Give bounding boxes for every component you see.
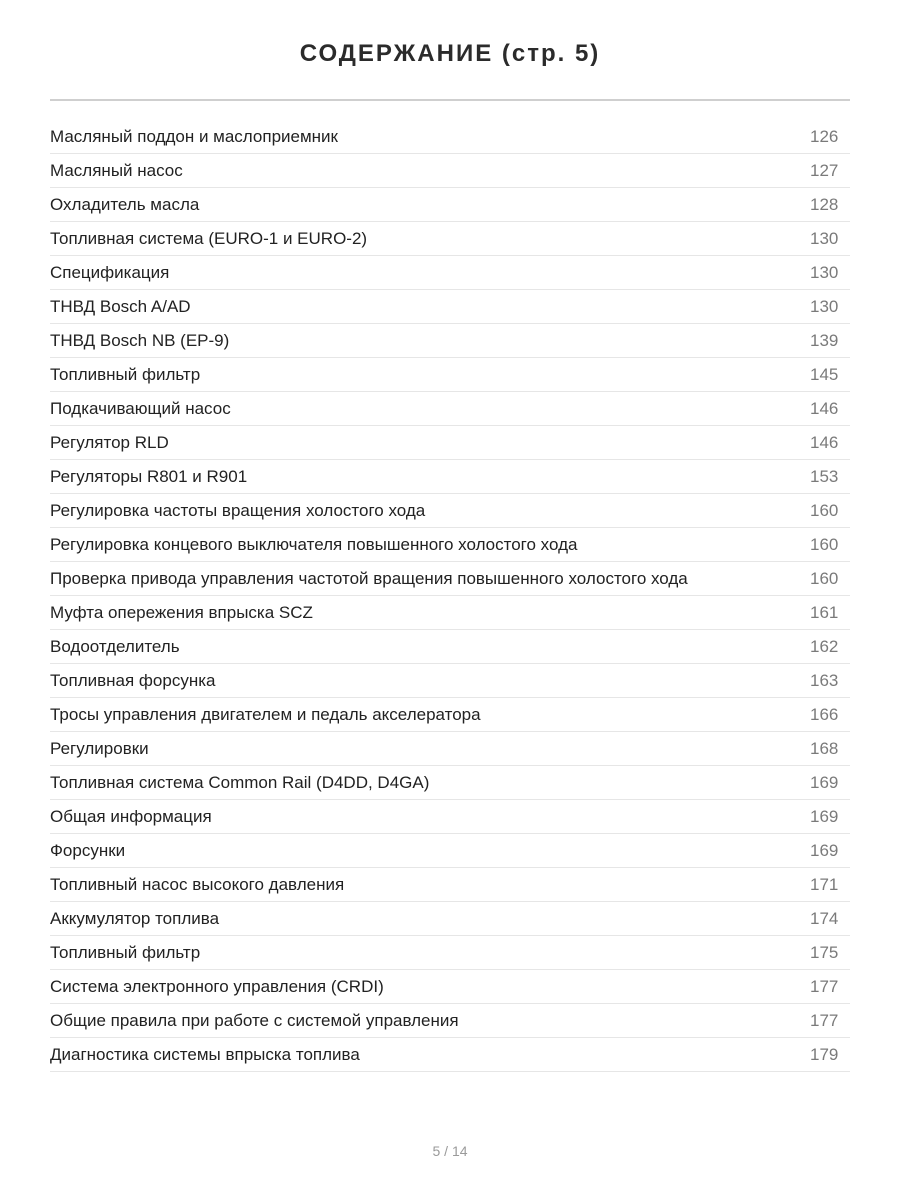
toc-entry-title: Общие правила при работе с системой управления (50, 1010, 459, 1030)
toc-entry-title: Общая информация (50, 806, 212, 826)
toc-entry-title: Топливная система Common Rail (D4DD, D4GA) (50, 772, 430, 792)
toc-entry[interactable] (50, 902, 850, 936)
toc-entry-page-number: 145 (810, 364, 839, 384)
title-divider (50, 99, 850, 101)
toc-entry[interactable] (50, 358, 850, 392)
toc-entry[interactable] (50, 528, 850, 562)
toc-entry-title: Муфта опережения впрыска SCZ (50, 602, 313, 622)
toc-entry-page-number: 126 (810, 126, 839, 146)
toc-entry-title: Топливный фильтр (50, 364, 201, 384)
toc-entry-page-number: 177 (810, 976, 839, 996)
toc-entry-page-number: 130 (810, 296, 839, 316)
toc-list (50, 120, 850, 1072)
toc-entry[interactable] (50, 494, 850, 528)
toc-entry-page-number: 130 (810, 228, 839, 248)
toc-entry[interactable] (50, 1004, 850, 1038)
toc-entry-page-number: 153 (810, 466, 839, 486)
toc-entry[interactable] (50, 766, 850, 800)
toc-entry-page-number: 169 (810, 840, 839, 860)
toc-entry-title: Тросы управления двигателем и педаль акселератора (50, 704, 481, 724)
toc-entry-title: ТНВД Bosch NB (EP-9) (50, 330, 230, 350)
toc-entry-title: Топливный насос высокого давления (50, 874, 345, 894)
toc-entry-title: Регуляторы R801 и R901 (50, 466, 248, 486)
toc-entry[interactable] (50, 1038, 850, 1072)
toc-entry-page-number: 161 (810, 602, 839, 622)
toc-entry[interactable] (50, 562, 850, 596)
toc-entry-page-number: 163 (810, 670, 839, 690)
toc-entry[interactable] (50, 120, 850, 154)
page-number: 5 / 14 (432, 1143, 468, 1159)
toc-entry[interactable] (50, 222, 850, 256)
toc-entry[interactable] (50, 970, 850, 1004)
toc-entry-page-number: 174 (810, 908, 839, 928)
toc-entry-page-number: 168 (810, 738, 839, 758)
toc-entry-title: Топливная форсунка (50, 670, 216, 690)
toc-entry-page-number: 177 (810, 1010, 839, 1030)
toc-entry-page-number: 130 (810, 262, 839, 282)
toc-entry-title: Топливный фильтр (50, 942, 201, 962)
toc-entry-title: Регулировки (50, 738, 149, 758)
toc-entry[interactable] (50, 290, 850, 324)
toc-entry-page-number: 160 (810, 500, 839, 520)
toc-entry-page-number: 160 (810, 568, 839, 588)
toc-entry[interactable] (50, 664, 850, 698)
toc-entry-title: Топливная система (EURO-1 и EURO-2) (50, 228, 368, 248)
toc-entry[interactable] (50, 426, 850, 460)
toc-entry-title: ТНВД Bosch A/AD (50, 296, 191, 316)
toc-entry-title: Проверка привода управления частотой вращения повышенного холостого хода (50, 568, 688, 588)
toc-entry-title: Форсунки (50, 840, 126, 860)
toc-entry[interactable] (50, 188, 850, 222)
toc-entry-title: Подкачивающий насос (50, 398, 231, 418)
toc-entry-title: Масляный поддон и маслоприемник (50, 126, 338, 146)
toc-entry-title: Регулировка концевого выключателя повышенного холостого хода (50, 534, 578, 554)
toc-entry[interactable] (50, 154, 850, 188)
toc-entry-page-number: 160 (810, 534, 839, 554)
toc-entry-title: Система электронного управления (CRDI) (50, 976, 384, 996)
toc-entry-page-number: 175 (810, 942, 839, 962)
toc-entry[interactable] (50, 732, 850, 766)
toc-entry-title: Охладитель масла (50, 194, 200, 214)
toc-entry[interactable] (50, 698, 850, 732)
toc-entry[interactable] (50, 460, 850, 494)
toc-entry-title: Масляный насос (50, 160, 183, 180)
toc-entry-title: Регулятор RLD (50, 432, 169, 452)
toc-entry-title: Спецификация (50, 262, 170, 282)
toc-entry[interactable] (50, 868, 850, 902)
toc-entry-page-number: 169 (810, 806, 839, 826)
toc-entry[interactable] (50, 800, 850, 834)
toc-entry-page-number: 146 (810, 432, 839, 452)
toc-entry[interactable] (50, 630, 850, 664)
toc-entry[interactable] (50, 256, 850, 290)
toc-entry-page-number: 171 (810, 874, 839, 894)
toc-entry[interactable] (50, 936, 850, 970)
toc-entry[interactable] (50, 834, 850, 868)
toc-entry-page-number: 127 (810, 160, 839, 180)
toc-entry[interactable] (50, 324, 850, 358)
toc-entry-page-number: 128 (810, 194, 839, 214)
toc-entry-title: Регулировка частоты вращения холостого хода (50, 500, 426, 520)
toc-entry-page-number: 169 (810, 772, 839, 792)
page-title: СОДЕРЖАНИЕ (стр. 5) (299, 40, 601, 67)
toc-entry-page-number: 162 (810, 636, 839, 656)
toc-entry-page-number: 166 (810, 704, 839, 724)
toc-entry-page-number: 146 (810, 398, 839, 418)
toc-entry-page-number: 139 (810, 330, 839, 350)
toc-entry-title: Диагностика системы впрыска топлива (50, 1044, 360, 1064)
toc-entry-page-number: 179 (810, 1044, 839, 1064)
toc-entry[interactable] (50, 596, 850, 630)
toc-entry-title: Аккумулятор топлива (50, 908, 220, 928)
toc-entry-title: Водоотделитель (50, 636, 180, 656)
toc-entry[interactable] (50, 392, 850, 426)
